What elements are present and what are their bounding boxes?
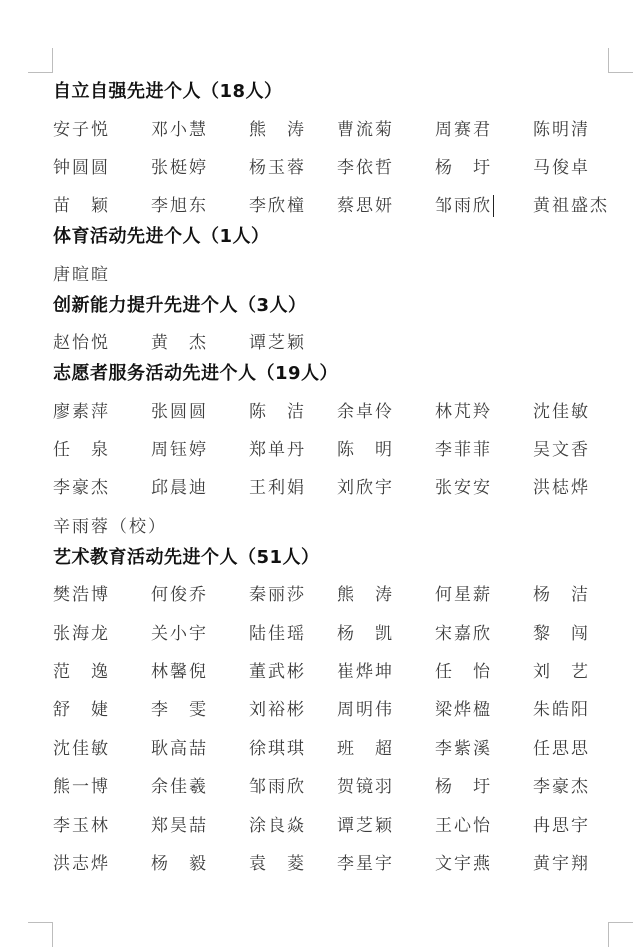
name-row bbox=[53, 650, 613, 688]
person-name: 赵怡悦 bbox=[53, 333, 110, 354]
page-corner-mark-bottom-right bbox=[608, 922, 633, 947]
award-section bbox=[53, 360, 613, 544]
person-name: 沈佳敏 bbox=[53, 738, 110, 759]
name-row bbox=[53, 612, 613, 650]
person-name: 郑昊喆 bbox=[151, 815, 208, 836]
document-body[interactable] bbox=[53, 78, 613, 881]
award-section bbox=[53, 223, 613, 291]
person-name: 梁烨楹 bbox=[435, 700, 492, 721]
name-row bbox=[53, 689, 613, 727]
person-name: 王利娟 bbox=[249, 478, 306, 499]
person-name: 陈 洁 bbox=[249, 401, 306, 422]
name-row bbox=[53, 428, 613, 466]
person-name: 秦丽莎 bbox=[249, 585, 306, 606]
person-name: 熊 涛 bbox=[249, 119, 306, 140]
person-name: 李豪杰 bbox=[533, 777, 590, 798]
person-name: 张圆圆 bbox=[151, 401, 208, 422]
person-name: 陈 明 bbox=[337, 440, 394, 461]
person-name: 林馨倪 bbox=[151, 661, 208, 682]
person-name: 谭芝颖 bbox=[249, 333, 306, 354]
section-heading: 志愿者服务活动先进个人（19人） bbox=[53, 362, 339, 384]
person-name: 崔烨坤 bbox=[337, 661, 394, 682]
person-name: 余卓伶 bbox=[337, 401, 394, 422]
person-name: 邓小慧 bbox=[151, 119, 208, 140]
person-name: 樊浩博 bbox=[53, 585, 110, 606]
person-name: 涂良焱 bbox=[249, 815, 306, 836]
person-name: 杨 毅 bbox=[151, 853, 208, 874]
award-section bbox=[53, 544, 613, 881]
person-name: 范 逸 bbox=[53, 661, 110, 682]
text-cursor bbox=[493, 195, 494, 217]
person-name: 李星宇 bbox=[337, 853, 394, 874]
person-name: 陆佳瑶 bbox=[249, 623, 306, 644]
name-row bbox=[53, 253, 613, 291]
person-name: 任 怡 bbox=[435, 661, 492, 682]
person-name: 董武彬 bbox=[249, 661, 306, 682]
name-row bbox=[53, 322, 613, 360]
person-name: 徐琪琪 bbox=[249, 738, 306, 759]
person-name: 李依哲 bbox=[337, 158, 394, 179]
award-section bbox=[53, 78, 613, 223]
person-name: 何俊乔 bbox=[151, 585, 208, 606]
person-name: 陈明清 bbox=[533, 119, 590, 140]
person-name: 李豪杰 bbox=[53, 478, 110, 499]
name-row bbox=[53, 467, 613, 505]
person-name: 耿高喆 bbox=[151, 738, 208, 759]
person-name: 马俊卓 bbox=[533, 158, 590, 179]
person-name: 郑单丹 bbox=[249, 440, 306, 461]
name-row bbox=[53, 146, 613, 184]
person-name: 宋嘉欣 bbox=[435, 623, 492, 644]
person-name: 张梃婷 bbox=[151, 158, 208, 179]
person-name: 袁 菱 bbox=[249, 853, 306, 874]
name-row bbox=[53, 185, 613, 223]
person-name: 林芃羚 bbox=[435, 401, 492, 422]
person-name: 任思思 bbox=[533, 738, 590, 759]
person-name: 李旭东 bbox=[151, 196, 208, 217]
page-corner-mark-top-left bbox=[28, 48, 53, 73]
section-heading: 自立自强先进个人（18人） bbox=[53, 81, 283, 102]
person-name: 张安安 bbox=[435, 478, 492, 499]
person-name: 黄宇翔 bbox=[533, 853, 590, 874]
name-row bbox=[53, 727, 613, 765]
person-name: 黎 闯 bbox=[533, 623, 590, 644]
award-section bbox=[53, 292, 613, 360]
person-name: 吴文香 bbox=[533, 440, 590, 461]
person-name: 邹雨欣 bbox=[435, 195, 492, 216]
person-name: 杨 圩 bbox=[435, 777, 492, 798]
person-name: 黄祖盛杰 bbox=[533, 196, 609, 217]
person-name: 朱皓阳 bbox=[533, 700, 590, 721]
page-corner-mark-bottom-left bbox=[28, 922, 53, 947]
person-name: 周明伟 bbox=[337, 700, 394, 721]
section-heading: 体育活动先进个人（1人） bbox=[53, 226, 270, 248]
person-name: 张海龙 bbox=[53, 623, 110, 644]
person-name: 李玉林 bbox=[53, 815, 110, 836]
person-name: 贺镜羽 bbox=[337, 777, 394, 798]
name-row bbox=[53, 505, 613, 543]
name-row bbox=[53, 804, 613, 842]
person-name: 周钰婷 bbox=[151, 440, 208, 461]
name-row bbox=[53, 108, 613, 146]
person-name: 安子悦 bbox=[53, 119, 110, 140]
person-name: 关小宇 bbox=[151, 623, 208, 644]
person-name: 苗 颖 bbox=[53, 196, 110, 217]
person-name: 余佳羲 bbox=[151, 777, 208, 798]
section-heading: 艺术教育活动先进个人（51人） bbox=[53, 546, 320, 568]
person-name: 周赛君 bbox=[435, 119, 492, 140]
person-name: 王心怡 bbox=[435, 815, 492, 836]
person-name: 钟圆圆 bbox=[53, 158, 110, 179]
page-corner-mark-top-right bbox=[608, 48, 633, 73]
person-name: 蔡思妍 bbox=[337, 196, 394, 217]
person-name: 洪梽烨 bbox=[533, 478, 590, 499]
person-name: 任 泉 bbox=[53, 440, 110, 461]
person-name: 熊一博 bbox=[53, 777, 110, 798]
person-name: 李菲菲 bbox=[435, 440, 492, 461]
person-name: 杨 洁 bbox=[533, 585, 590, 606]
person-name: 廖素萍 bbox=[53, 401, 110, 422]
person-name: 何星薪 bbox=[435, 585, 492, 606]
person-name: 班 超 bbox=[337, 738, 394, 759]
person-name: 舒 婕 bbox=[53, 700, 110, 721]
person-name: 冉思宇 bbox=[533, 815, 590, 836]
person-name: 沈佳敏 bbox=[533, 401, 590, 422]
person-name: 文宇燕 bbox=[435, 853, 492, 874]
person-name: 洪志烨 bbox=[53, 853, 110, 874]
person-name: 辛雨蓉（校） bbox=[53, 516, 167, 537]
person-name: 刘裕彬 bbox=[249, 700, 306, 721]
person-name: 杨 圩 bbox=[435, 158, 492, 179]
person-name: 李紫溪 bbox=[435, 738, 492, 759]
section-heading: 创新能力提升先进个人（3人） bbox=[53, 294, 307, 316]
person-name: 熊 涛 bbox=[337, 585, 394, 606]
person-name: 刘 艺 bbox=[533, 661, 590, 682]
person-name: 邱晨迪 bbox=[151, 478, 208, 499]
person-name: 谭芝颖 bbox=[337, 815, 394, 836]
person-name: 黄 杰 bbox=[151, 333, 208, 354]
person-name: 杨玉蓉 bbox=[249, 158, 306, 179]
person-name: 李欣橦 bbox=[249, 196, 306, 217]
name-row bbox=[53, 390, 613, 428]
person-name: 杨 凯 bbox=[337, 623, 394, 644]
person-name: 刘欣宇 bbox=[337, 478, 394, 499]
name-row bbox=[53, 842, 613, 880]
name-row bbox=[53, 574, 613, 612]
person-name: 李 雯 bbox=[151, 700, 208, 721]
person-name: 曹流菊 bbox=[337, 119, 394, 140]
person-name: 邹雨欣 bbox=[249, 777, 306, 798]
name-row bbox=[53, 765, 613, 803]
person-name: 唐暄暄 bbox=[53, 264, 110, 285]
